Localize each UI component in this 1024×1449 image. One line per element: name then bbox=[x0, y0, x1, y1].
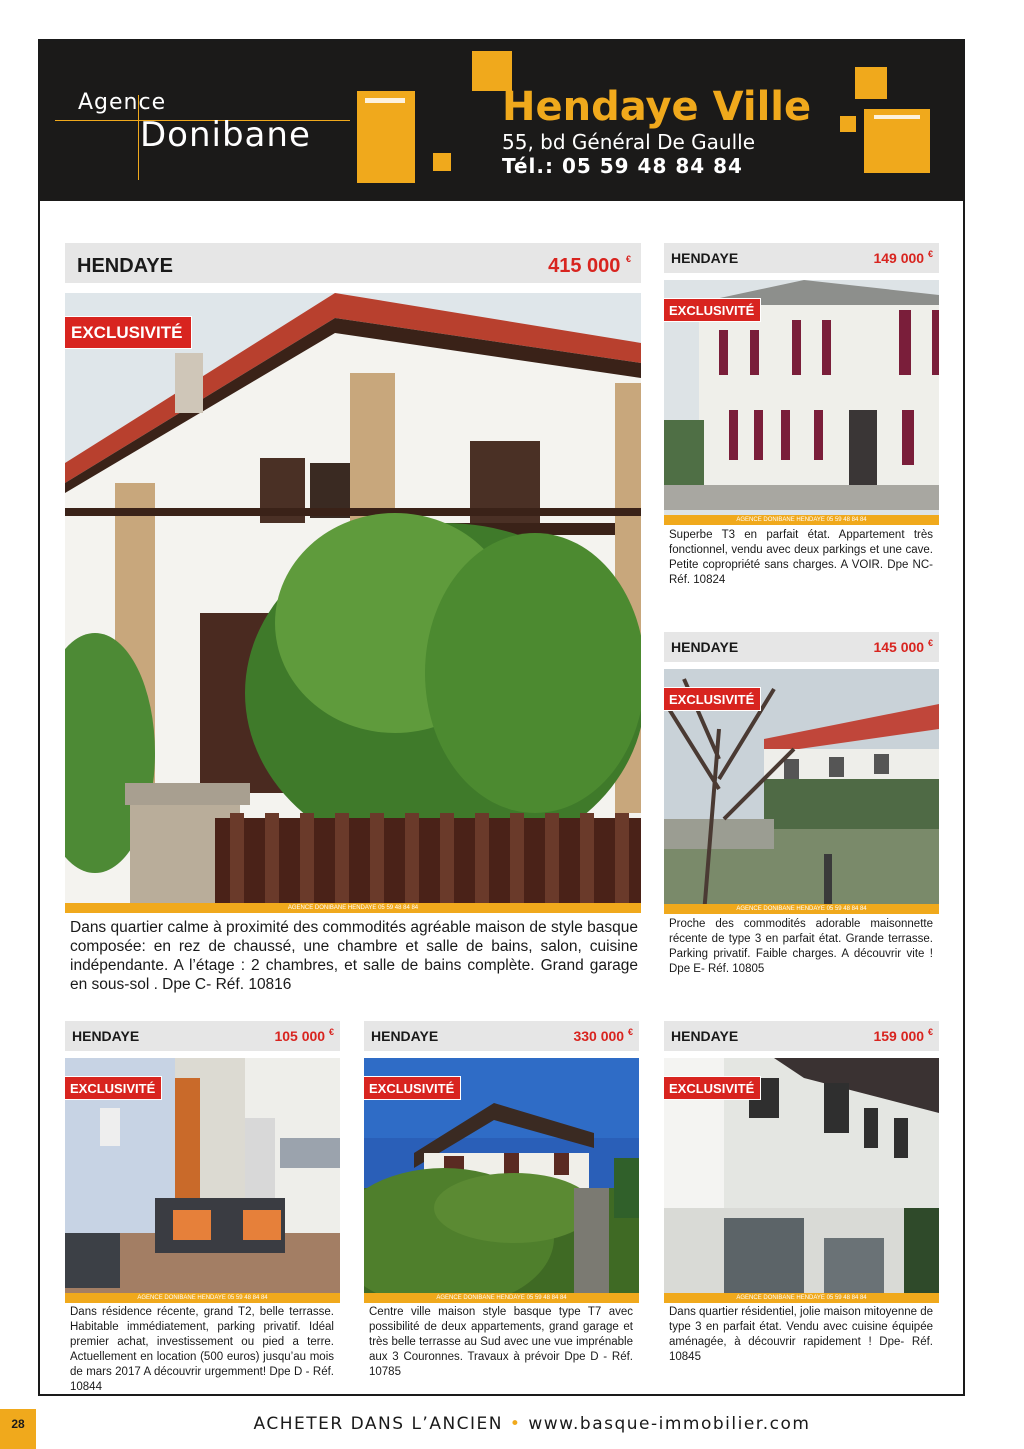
listing-description: Superbe T3 en parfait état. Appartement très fonctionnel, vendu avec deux parkings et une cave. Petite copropriété sans charges. A VOIR. Dpe NC- Réf. 10824 bbox=[669, 529, 933, 586]
exclusivity-badge: EXCLUSIVITÉ bbox=[364, 1076, 461, 1100]
listing-header bbox=[664, 243, 939, 273]
logo-square bbox=[357, 91, 415, 183]
listing-price: 145 000 € bbox=[873, 638, 933, 655]
listing-header bbox=[65, 243, 641, 283]
listing-photo[interactable] bbox=[664, 280, 939, 525]
listing-description: Dans quartier résidentiel, jolie maison mitoyenne de type 3 en parfait état. Vendu avec cuisine équipée aménagée, à découvrir rapidement ! Dpe- Réf. 10845 bbox=[669, 1306, 934, 1363]
listing-town: HENDAYE bbox=[77, 255, 173, 277]
listing-description: Dans quartier calme à proximité des commodités agréable maison de style basque composée: en rez de chaussé, une chambre et salle de bains, salon, cuisine indépendante. A l’étage : 2 chambres, et salle de bains complète. Grand garage en sous-sol . Dpe C- Réf. 10816 bbox=[70, 919, 638, 993]
page-number: 28 bbox=[0, 1409, 36, 1449]
listing-town: HENDAYE bbox=[371, 1028, 439, 1044]
photo-credit: AGENCE DONIBANE HENDAYE 05 59 48 84 84 bbox=[664, 1293, 939, 1303]
photo-credit: AGENCE DONIBANE HENDAYE 05 59 48 84 84 bbox=[664, 515, 939, 525]
listing-header bbox=[664, 1021, 939, 1051]
photo-credit: AGENCE DONIBANE HENDAYE 05 59 48 84 84 bbox=[65, 903, 641, 913]
agency-name: Donibane bbox=[140, 115, 311, 155]
listing-town: HENDAYE bbox=[72, 1028, 140, 1044]
photo-credit: AGENCE DONIBANE HENDAYE 05 59 48 84 84 bbox=[65, 1293, 340, 1303]
listing-header bbox=[364, 1021, 639, 1051]
listing-photo[interactable] bbox=[65, 293, 641, 913]
logo-square bbox=[855, 67, 887, 99]
listing-town: HENDAYE bbox=[671, 1028, 739, 1044]
listing-town: HENDAYE bbox=[671, 639, 739, 655]
logo-square bbox=[433, 153, 451, 171]
listing-header bbox=[65, 1021, 340, 1051]
listing-price: 105 000 € bbox=[274, 1027, 334, 1044]
footer-slogan: ACHETER DANS L’ANCIEN bbox=[253, 1414, 504, 1434]
listing-photo[interactable] bbox=[65, 1058, 340, 1303]
listing-photo[interactable] bbox=[664, 669, 939, 914]
listing-town: HENDAYE bbox=[671, 250, 739, 266]
agency-phone[interactable]: Tél.: 05 59 48 84 84 bbox=[502, 154, 743, 178]
logo-square bbox=[840, 116, 856, 132]
listing-photo[interactable] bbox=[664, 1058, 939, 1303]
house-illustration bbox=[65, 293, 641, 913]
listing-price: 330 000 € bbox=[573, 1027, 633, 1044]
footer-separator: • bbox=[509, 1414, 522, 1434]
exclusivity-badge: EXCLUSIVITÉ bbox=[65, 316, 192, 349]
photo-credit: AGENCE DONIBANE HENDAYE 05 59 48 84 84 bbox=[664, 904, 939, 914]
listing-header bbox=[664, 632, 939, 662]
listing-photo[interactable] bbox=[364, 1058, 639, 1303]
exclusivity-badge: EXCLUSIVITÉ bbox=[664, 1076, 761, 1100]
listing-description: Centre ville maison style basque type T7 avec possibilité de deux appartements, grand garage et très belle terrasse au Sud avec une vue imprénable aux 3 Couronnes. Travaux à prévoir Dpe D - Réf. 10785 bbox=[369, 1306, 633, 1378]
listing-price: 149 000 € bbox=[873, 249, 933, 266]
listing-price: 415 000 € bbox=[548, 254, 631, 277]
listing-price: 159 000 € bbox=[873, 1027, 933, 1044]
exclusivity-badge: EXCLUSIVITÉ bbox=[65, 1076, 162, 1100]
listing-description: Dans résidence récente, grand T2, belle terrasse. Habitable immédiatement, parking privatif. Idéal premier achat, investissement ou pied a terre. Actuellement en location (500 euros) jusqu’au mois de mars 2017 A découvrir urgemment! Dpe D - Réf. 10844 bbox=[70, 1306, 334, 1393]
exclusivity-badge: EXCLUSIVITÉ bbox=[664, 298, 761, 322]
page-footer bbox=[0, 1414, 1024, 1434]
footer-website[interactable]: www.basque-immobilier.com bbox=[528, 1414, 811, 1434]
listing-description: Proche des commodités adorable maisonnette récente de type 3 en parfait état. Grande terrasse. Parking privatif. Faible charges. A découvrir vite ! Dpe E- Réf. 10805 bbox=[669, 918, 933, 975]
exclusivity-badge: EXCLUSIVITÉ bbox=[664, 687, 761, 711]
agency-city: Hendaye Ville bbox=[502, 84, 812, 130]
photo-credit: AGENCE DONIBANE HENDAYE 05 59 48 84 84 bbox=[364, 1293, 639, 1303]
agency-address: 55, bd Général De Gaulle bbox=[502, 130, 755, 154]
agency-label: Agence bbox=[78, 90, 167, 115]
